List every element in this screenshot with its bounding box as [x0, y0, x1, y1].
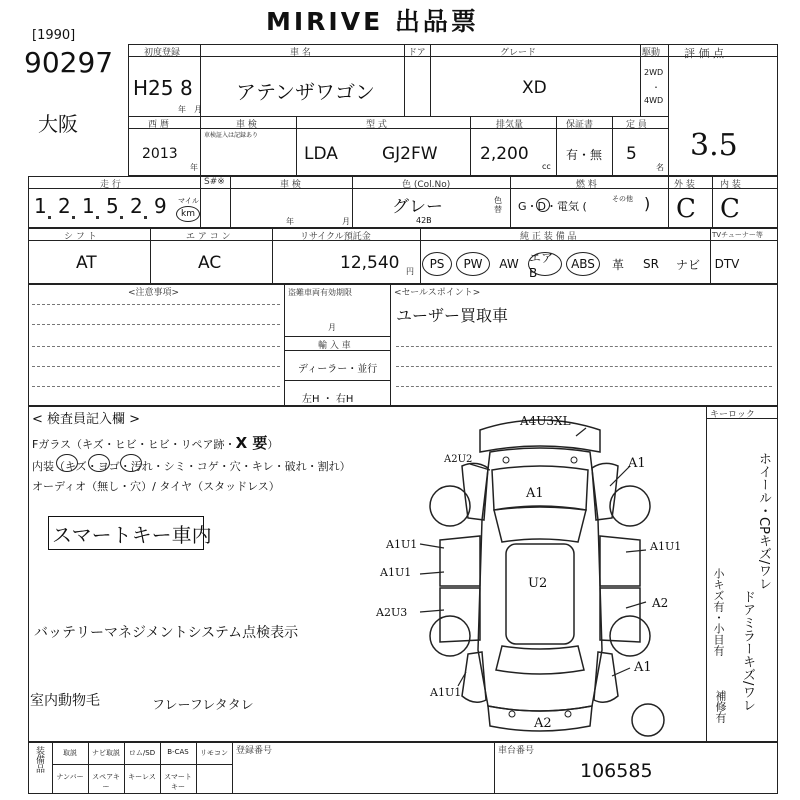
main-frame	[128, 44, 778, 176]
glass-line: Fガラス（キズ・ヒビ・ヒビ・リペア跡・X 要）	[32, 434, 279, 452]
year: 2013	[142, 146, 178, 162]
footer-item: ロム/SD	[128, 749, 156, 757]
mark-a1u1-right: A1U1	[650, 540, 682, 553]
footer-item: ナンバー	[56, 773, 84, 781]
lot-number: 90297	[24, 46, 114, 79]
car-damage-diagram	[380, 410, 700, 740]
mileage-digit: 1	[82, 194, 95, 218]
grade: XD	[522, 78, 547, 98]
recycle-fee: 12,540	[340, 253, 400, 273]
footer-item: スマートキー	[164, 773, 192, 791]
equipment-item: PS	[422, 252, 452, 276]
battery-note: バッテリーマネジメントシステム点検表示	[34, 625, 299, 641]
mark-a1-hood: A1	[526, 486, 544, 501]
equipment-item: ABS	[566, 252, 600, 276]
mileage-digit: 5	[106, 194, 119, 218]
dealer-parallel: ディーラー・並行	[298, 364, 378, 375]
mark-u2-roof: U2	[528, 576, 548, 591]
mileage-digit: 2	[58, 194, 71, 218]
mileage-separator	[48, 216, 51, 219]
mark-a1-right-bottom: A1	[634, 660, 652, 675]
footer-columns	[52, 742, 232, 794]
footer-item: リモコン	[200, 749, 228, 757]
equipment-list	[420, 242, 778, 284]
mileage-separator	[72, 216, 75, 219]
chassis-number: 106585	[580, 760, 653, 782]
footer-item: スペアキー	[92, 773, 120, 791]
warranty: 有・無	[566, 148, 603, 162]
equipment-item: ナビ	[675, 257, 700, 272]
side-note-repair: 補修有	[714, 690, 727, 723]
interior-grade: C	[720, 194, 740, 224]
equipment-item: SR	[643, 257, 659, 271]
reg-era: H25	[133, 76, 174, 100]
mark-a1u1-left-1: A1U1	[386, 538, 418, 551]
km-unit-circled: km	[176, 206, 200, 222]
fuel-diesel-circle	[536, 198, 550, 212]
interior-smell-note: 室内動物毛	[30, 693, 100, 709]
mark-a2-right: A2	[652, 596, 669, 610]
equipment-item: 革	[611, 257, 624, 272]
mark-a1u1-left-bottom: A1U1	[430, 686, 462, 699]
smart-key-note: スマートキー車内	[52, 523, 212, 547]
footer-item: 取説	[63, 749, 77, 757]
model-prefix: LDA	[304, 144, 338, 164]
exterior-grade: C	[676, 194, 696, 224]
mileage-separator	[144, 216, 147, 219]
mark-a2u2: A2U2	[444, 454, 473, 465]
document-title: MIRIVE 出品票	[266, 7, 479, 36]
mileage-digit: 1	[34, 194, 47, 218]
mark-top: A4U3XL	[520, 414, 571, 428]
shift: AT	[76, 253, 97, 273]
displacement: 2,200	[480, 144, 529, 164]
mark-a1u1-left-2: A1U1	[380, 566, 412, 579]
side-note-mirror: ドアミラーキズ/ワレ	[740, 590, 755, 712]
side-note-small: 小キズ有・小目有	[712, 568, 725, 656]
mileage-digit: 9	[154, 194, 167, 218]
score-label: 評 価 点	[684, 47, 724, 60]
mark-a2-bottom: A2	[534, 716, 552, 731]
car-name-label: 車 名	[290, 48, 311, 58]
footer-side-label: 装備品	[34, 746, 44, 773]
reg-label: 初度登録	[144, 48, 181, 58]
mileage-separator	[96, 216, 99, 219]
audio-tire-line: オーディオ（無し・穴）/ タイヤ（スタッドレス）	[32, 480, 280, 493]
sales-point: ユーザー買取車	[396, 306, 509, 325]
reg-month: 8	[180, 76, 193, 100]
mileage-separator	[120, 216, 123, 219]
footer-item: B-CAS	[167, 748, 189, 756]
capacity: 5	[626, 144, 637, 164]
equipment-item: DTV	[714, 257, 740, 271]
footer-item: ナビ取説	[92, 749, 120, 757]
year-code: [1990]	[32, 28, 76, 43]
footer-item: キーレス	[128, 773, 156, 781]
fuel-options: G・D・電気 (	[518, 200, 587, 213]
score-value: 3.5	[690, 128, 738, 163]
mileage-digit: 2	[130, 194, 143, 218]
inspector-title: < 検査員記入欄 >	[32, 412, 141, 427]
color-code: 42B	[416, 216, 432, 225]
interior-line: 内装（キズ・ヨゴ・汚れ・シミ・コゲ・穴・キレ・破れ・割れ）	[32, 460, 351, 473]
grade-label: グレード	[500, 48, 537, 58]
equipment-item: AW	[499, 257, 519, 271]
handle-side: 左H ・ 右H	[302, 394, 354, 405]
mark-a1-right-top: A1	[628, 456, 646, 471]
model-code: GJ2FW	[382, 144, 438, 164]
car-name: アテンザワゴン	[236, 80, 375, 104]
misc-note: フレーフレタタレ	[152, 698, 254, 713]
equipment-item: PW	[456, 252, 490, 276]
mark-a2u3: A2U3	[376, 606, 408, 619]
color: グレー	[392, 197, 443, 217]
equipment-item: エアB	[528, 252, 562, 276]
side-note-wheel: ホイール・CPキズ/ワレ	[756, 452, 771, 591]
air-conditioner: AC	[198, 253, 222, 273]
location: 大阪	[38, 112, 78, 136]
